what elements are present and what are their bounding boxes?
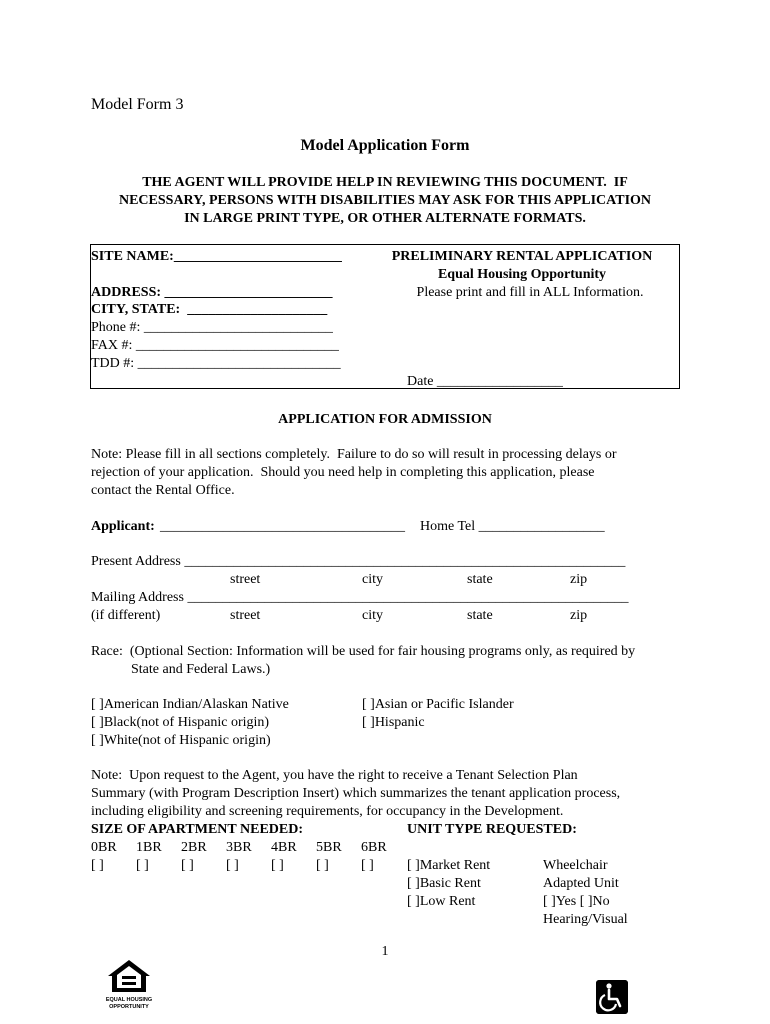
present-state-label: state [467,572,493,587]
size-2br-label: 2BR [181,840,207,855]
race-line-1: Race: (Optional Section: Information will be used for fair housing programs only, as required by [91,644,636,659]
unit-heading: UNIT TYPE REQUESTED: [407,822,577,837]
phone-field[interactable]: Phone #: ___________________________ [91,320,333,335]
size-2br-checkbox[interactable]: [ ] [181,858,194,873]
adapted-unit-label: Adapted Unit [543,876,619,891]
applicant-label: Applicant: [91,519,155,534]
note1-line-2: rejection of your application. Should you need help in completing this application, please [91,465,595,480]
note1-line-3: contact the Rental Office. [91,483,235,498]
wheelchair-yes-no[interactable]: [ ]Yes [ ]No [543,894,610,909]
size-3br-label: 3BR [226,840,252,855]
page-title: Model Application Form [300,137,470,154]
hearing-visual-label: Hearing/Visual [543,912,628,927]
present-street-label: street [230,572,261,587]
page-number: 1 [381,944,389,959]
wheelchair-icon [596,980,628,1014]
size-5br-label: 5BR [316,840,342,855]
applicant-field[interactable]: ___________________________________ [160,519,405,534]
equal-housing-label: Equal Housing Opportunity [437,267,607,282]
unit-low-rent-option[interactable]: [ ]Low Rent [407,894,476,909]
present-city-label: city [362,572,383,587]
city-state-field[interactable]: CITY, STATE: ____________________ [91,302,328,317]
address-field[interactable]: ADDRESS: ________________________ [91,285,333,300]
present-zip-label: zip [570,572,588,587]
note2-line-2: Summary (with Program Description Insert) which summarizes the tenant application process, [91,786,621,801]
race-option-black[interactable]: [ ]Black(not of Hispanic origin) [91,715,270,730]
form-label: Model Form 3 [91,96,184,113]
note2-line-1: Note: Upon request to the Agent, you have the right to receive a Tenant Selection Plan [91,768,578,783]
mailing-city-label: city [362,608,383,623]
wheelchair-label: Wheelchair [543,858,608,873]
size-0br-label: 0BR [91,840,117,855]
race-option-asian[interactable]: [ ]Asian or Pacific Islander [362,697,514,712]
unit-market-rent-option[interactable]: [ ]Market Rent [407,858,491,873]
size-6br-checkbox[interactable]: [ ] [361,858,374,873]
fax-field[interactable]: FAX #: _____________________________ [91,338,339,353]
logo-caption-line-1: EQUAL HOUSING [105,997,153,1003]
date-field[interactable]: Date __________________ [407,374,563,389]
size-5br-checkbox[interactable]: [ ] [316,858,329,873]
section-title: APPLICATION FOR ADMISSION [278,412,492,427]
race-option-american-indian[interactable]: [ ]American Indian/Alaskan Native [91,697,289,712]
present-address-field[interactable]: Present Address _______________________________________________________________ [91,554,626,569]
size-6br-label: 6BR [361,840,387,855]
print-instructions: Please print and fill in ALL Information. [416,285,644,300]
race-line-2: State and Federal Laws.) [131,662,271,677]
size-4br-label: 4BR [271,840,297,855]
notice-line-3: IN LARGE PRINT TYPE, OR OTHER ALTERNATE FORMATS. [184,211,586,226]
note1-line-1: Note: Please fill in all sections completely. Failure to do so will result in processing delays or [91,447,617,462]
note2-line-3: including eligibility and screening requirements, for occupancy in the Development. [91,804,564,819]
size-4br-checkbox[interactable]: [ ] [271,858,284,873]
size-heading: SIZE OF APARTMENT NEEDED: [91,822,304,837]
preliminary-title: PRELIMINARY RENTAL APPLICATION [391,249,653,264]
unit-basic-rent-option[interactable]: [ ]Basic Rent [407,876,481,891]
site-name-field[interactable]: SITE NAME:________________________ [91,249,342,264]
mailing-address-field[interactable]: Mailing Address _______________________________________________________________ [91,590,629,605]
notice-line-2: NECESSARY, PERSONS WITH DISABILITIES MAY ASK FOR THIS APPLICATION [118,193,652,208]
mailing-zip-label: zip [570,608,588,623]
mailing-state-label: state [467,608,493,623]
notice-line-1: THE AGENT WILL PROVIDE HELP IN REVIEWING THIS DOCUMENT. IF [142,175,628,190]
mailing-street-label: street [230,608,261,623]
size-1br-label: 1BR [136,840,162,855]
equal-housing-logo [102,958,156,1012]
home-tel-field[interactable]: Home Tel __________________ [420,519,605,534]
size-3br-checkbox[interactable]: [ ] [226,858,239,873]
if-different-label: (if different) [91,608,161,623]
logo-caption-line-2: OPPORTUNITY [109,1004,149,1010]
tdd-field[interactable]: TDD #: _____________________________ [91,356,341,371]
size-1br-checkbox[interactable]: [ ] [136,858,149,873]
race-option-hispanic[interactable]: [ ]Hispanic [362,715,425,730]
race-option-white[interactable]: [ ]White(not of Hispanic origin) [91,733,271,748]
size-0br-checkbox[interactable]: [ ] [91,858,104,873]
